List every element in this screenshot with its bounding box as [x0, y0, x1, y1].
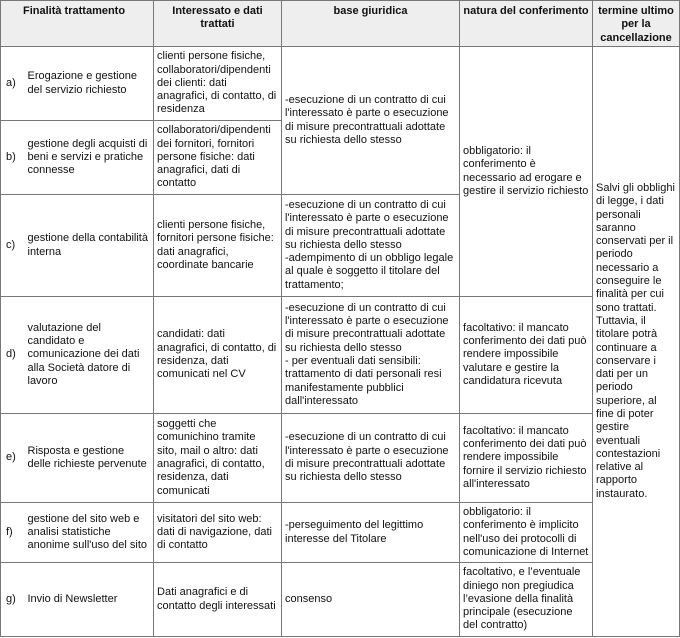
row-finalita: Invio di Newsletter — [26, 563, 154, 637]
row-interessato: collaboratori/dipendenti dei fornitori, fornitori persone fisiche: dati anagrafici, dati di contatto — [154, 121, 282, 195]
row-base: -esecuzione di un contratto di cui l'interessato è parte o esecuzione di misure precontrattuali adottate su richiesta dello stesso — [282, 47, 460, 195]
row-natura: facoltativo, e l’eventuale diniego non pregiudica l’evasione della finalità principale (esecuzione del contratto) — [460, 563, 593, 637]
row-finalita: gestione del sito web e analisi statistiche anonime sull'uso del sito — [26, 503, 154, 563]
table-row — [1, 563, 680, 637]
row-letter: e) — [1, 414, 26, 503]
row-finalita: gestione degli acquisti di beni e servizi e pratiche connesse — [26, 121, 154, 195]
row-interessato: clienti persone fisiche, fornitori persone fisiche: dati anagrafici, coordinate bancarie — [154, 195, 282, 297]
header-interessato: Interessato e dati trattati — [154, 1, 282, 47]
row-interessato: clienti persone fisiche, collaboratori/dipendenti dei clienti: dati anagrafici, di contatto, di residenza — [154, 47, 282, 121]
row-base: -esecuzione di un contratto di cui l'interessato è parte o esecuzione di misure precontrattuali adottate su richiesta dello stesso -adempimento di un obbligo legale al quale è soggetto il titolare del trattamento; — [282, 195, 460, 297]
table-row — [1, 297, 680, 414]
row-natura: obbligatorio: il conferimento è necessario ad erogare e gestire il servizio richiesto — [460, 47, 593, 297]
header-base: base giuridica — [282, 1, 460, 47]
header-termine: termine ultimo per la cancellazione — [593, 1, 680, 47]
table-row — [1, 414, 680, 503]
row-finalita: Erogazione e gestione del servizio richiesto — [26, 47, 154, 121]
row-finalita: Risposta e gestione delle richieste pervenute — [26, 414, 154, 503]
table-row — [1, 503, 680, 563]
header-row — [1, 1, 680, 47]
row-letter: c) — [1, 195, 26, 297]
row-base: -perseguimento del legittimo interesse del Titolare — [282, 503, 460, 563]
row-interessato: candidati: dati anagrafici, di contatto, di residenza, dati comunicati nel CV — [154, 297, 282, 414]
row-base: -esecuzione di un contratto di cui l'interessato è parte o esecuzione di misure precontrattuali adottate su richiesta dello stesso — [282, 414, 460, 503]
row-base: -esecuzione di un contratto di cui l'interessato è parte o esecuzione di misure precontrattuali adottate su richiesta dello stesso - per eventuali dati sensibili: trattamento di dati personali resi manifestamente pubblici dall'interessato — [282, 297, 460, 414]
header-finalita: Finalità trattamento — [1, 1, 154, 47]
row-letter: b) — [1, 121, 26, 195]
termine-cancellazione: Salvi gli obblighi di legge, i dati personali saranno conservati per il periodo necessario a conseguire le finalità per cui sono trattati. Tuttavia, il titolare potrà continuare a conservare i dati per un periodo superiore, al fine di poter gestire eventuali contestazioni relative al rapporto instaurato. — [593, 47, 680, 637]
row-finalita: gestione della contabilità interna — [26, 195, 154, 297]
table-row — [1, 47, 680, 121]
row-interessato: Dati anagrafici e di contatto degli interessati — [154, 563, 282, 637]
row-natura: facoltativo: il mancato conferimento dei dati può rendere impossibile fornire il servizio richiesto all'interessato — [460, 414, 593, 503]
row-letter: a) — [1, 47, 26, 121]
row-letter: g) — [1, 563, 26, 637]
row-letter: d) — [1, 297, 26, 414]
row-letter: f) — [1, 503, 26, 563]
row-base: consenso — [282, 563, 460, 637]
row-natura: obbligatorio: il conferimento è implicito nell'uso dei protocolli di comunicazione di Internet — [460, 503, 593, 563]
row-interessato: visitatori del sito web: dati di navigazione, dati di contatto — [154, 503, 282, 563]
row-finalita: valutazione del candidato e comunicazione dei dati alla Società datore di lavoro — [26, 297, 154, 414]
row-interessato: soggetti che comunichino tramite sito, mail o altro: dati anagrafici, di contatto, residenza, dati comunicati — [154, 414, 282, 503]
row-natura: facoltativo: il mancato conferimento dei dati può rendere impossibile valutare e gestire la candidatura ricevuta — [460, 297, 593, 414]
header-natura: natura del conferimento — [460, 1, 593, 47]
